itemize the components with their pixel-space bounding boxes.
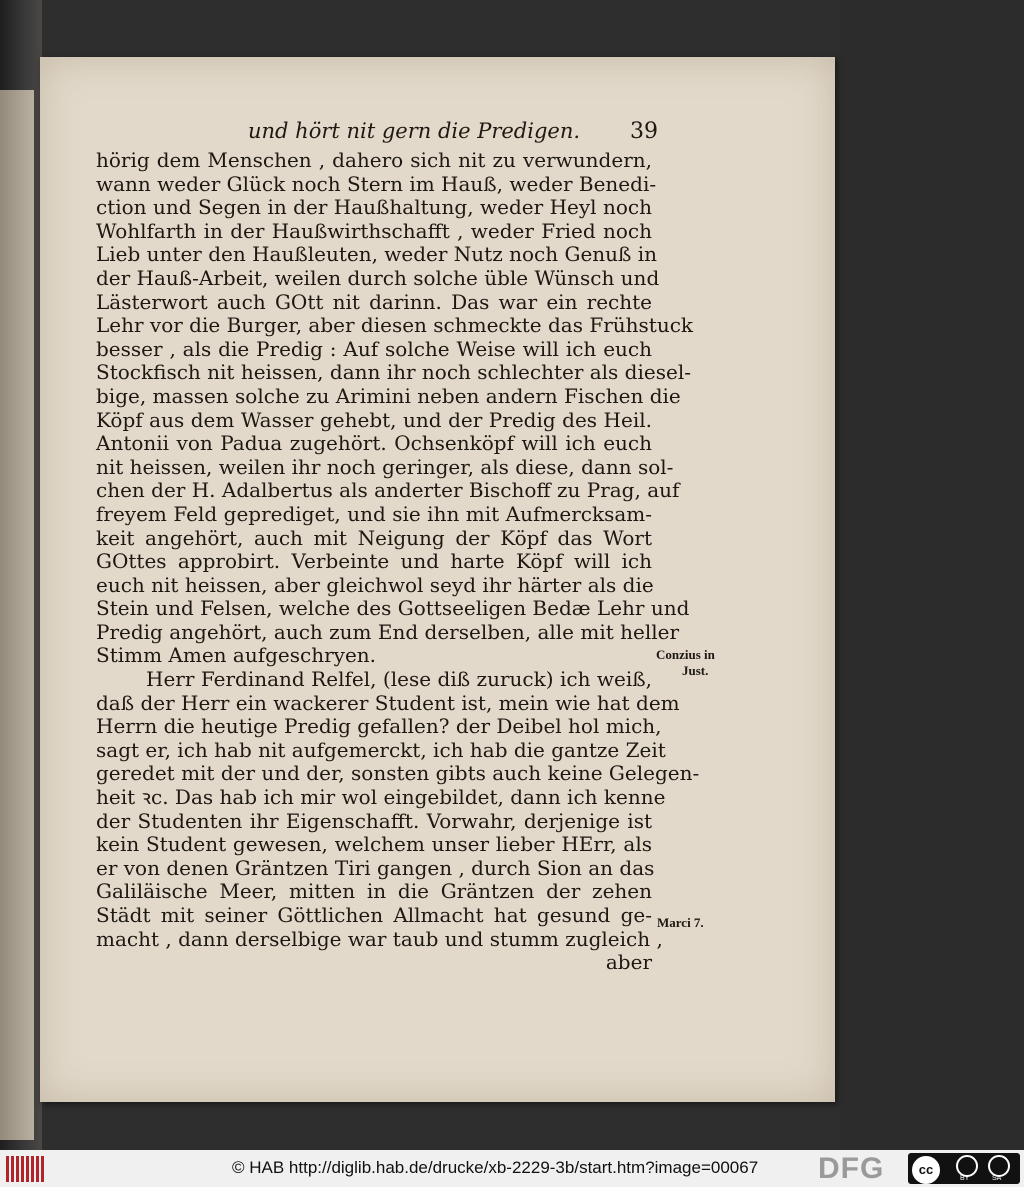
dfg-logo: DFG	[818, 1152, 885, 1185]
text-line: Antonii von Padua zugehört. Ochsenköpf will ich euch	[96, 431, 652, 456]
catchword: aber	[605, 950, 652, 975]
text-line: geredet mit der und der, sonsten gibts auch keine Gelegen-	[96, 761, 700, 786]
text-line: der Hauß-Arbeit, weilen durch solche üble Wünsch und	[96, 265, 660, 290]
text-line: Galiläische Meer, mitten in die Gräntzen der zehen	[96, 879, 652, 904]
sa-icon	[988, 1155, 1010, 1177]
text-line: sagt er, ich hab nit aufgemerckt, ich hab die gantze Zeit	[96, 737, 666, 762]
text-line: Herrn die heutige Predig gefallen? der Deibel hol mich,	[96, 714, 662, 739]
text-line: Städt mit seiner Göttlichen Allmacht hat gesund ge-	[96, 903, 652, 927]
text-line: Wohlfarth in der Haußwirthschafft , weder Fried noch	[96, 218, 652, 243]
text-line: heit ꝛc. Das hab ich mir wol eingebildet, dann ich kenne	[96, 785, 666, 810]
text-line: keit angehört, auch mit Neigung der Köpf das Wort	[96, 525, 652, 550]
margin-note-conzius	[656, 647, 715, 679]
text-line: er von denen Gräntzen Tiri gangen , durch Sion an das	[96, 855, 655, 880]
text-line: hörig dem Menschen , dahero sich nit zu verwundern,	[96, 148, 652, 172]
text-line: macht , dann derselbige war taub und stumm zugleich ,	[96, 926, 663, 951]
text-line: Stockfisch nit heissen, dann ihr noch schlechter als diesel-	[96, 360, 691, 385]
book-page	[40, 57, 835, 1102]
text-line: Stimm Amen aufgeschryen.	[96, 643, 377, 668]
text-line: euch nit heissen, aber gleichwol seyd ihr härter als die	[96, 572, 654, 597]
text-line: Herr Ferdinand Relfel, (lese diß zuruck) ich weiß,	[146, 667, 652, 692]
text-line: besser , als die Predig : Auf solche Weise will ich euch	[96, 336, 652, 361]
text-line: daß der Herr ein wackerer Student ist, mein wie hat dem	[96, 690, 680, 715]
sa-label: SA	[992, 1175, 1002, 1182]
cc-icon: cc	[912, 1156, 940, 1184]
cc-license-badge[interactable]	[908, 1153, 1020, 1184]
text-line: Stein und Felsen, welche des Gottseeligen Bedæ Lehr und	[96, 596, 690, 621]
text-line: kein Student gewesen, welchem unser lieber HErr, als	[96, 832, 652, 857]
text-line: Predig angehört, auch zum End derselben, alle mit heller	[96, 619, 680, 644]
text-line: GOttes approbirt. Verbeinte und harte Köpf will ich	[96, 549, 652, 574]
margin-note-line: Conzius in	[656, 647, 715, 662]
text-line: Lehr vor die Burger, aber diesen schmeckte das Frühstuck	[96, 313, 694, 338]
hab-logo-icon	[6, 1156, 46, 1182]
text-line: chen der H. Adalbertus als anderter Bischoff zu Prag, auf	[96, 478, 680, 503]
text-line: der Studenten ihr Eigenschafft. Vorwahr, derjenige ist	[96, 808, 652, 833]
text-line: wann weder Glück noch Stern im Hauß, weder Benedi-	[96, 171, 657, 196]
text-line: Köpf aus dem Wasser gehebt, und der Predig des Heil.	[96, 407, 652, 432]
text-line: bige, massen solche zu Arimini neben andern Fischen die	[96, 383, 681, 408]
running-header: und hört nit gern die Predigen.	[248, 119, 581, 143]
credit-link[interactable]: © HAB http://diglib.hab.de/drucke/xb-2229-3b/start.htm?image=00067	[232, 1158, 759, 1177]
text-line: ction und Segen in der Haußhaltung, weder Heyl noch	[96, 195, 652, 220]
scan-background	[840, 0, 1024, 1150]
text-line: nit heissen, weilen ihr noch geringer, als diese, dann sol-	[96, 454, 674, 479]
previous-page-edge	[0, 90, 34, 1140]
margin-note-marci: Marci 7.	[657, 915, 704, 930]
margin-note-line: Just.	[682, 663, 709, 678]
by-label: BY	[960, 1175, 970, 1182]
footer-bar	[0, 1150, 1024, 1187]
page-number: 39	[630, 119, 658, 144]
by-icon	[956, 1155, 978, 1177]
text-line: Lästerwort auch GOtt nit darinn. Das war ein rechte	[96, 289, 652, 314]
text-line: Lieb unter den Haußleuten, weder Nutz noch Genuß in	[96, 242, 658, 267]
text-line: freyem Feld geprediget, und sie ihn mit Aufmercksam-	[96, 501, 652, 526]
